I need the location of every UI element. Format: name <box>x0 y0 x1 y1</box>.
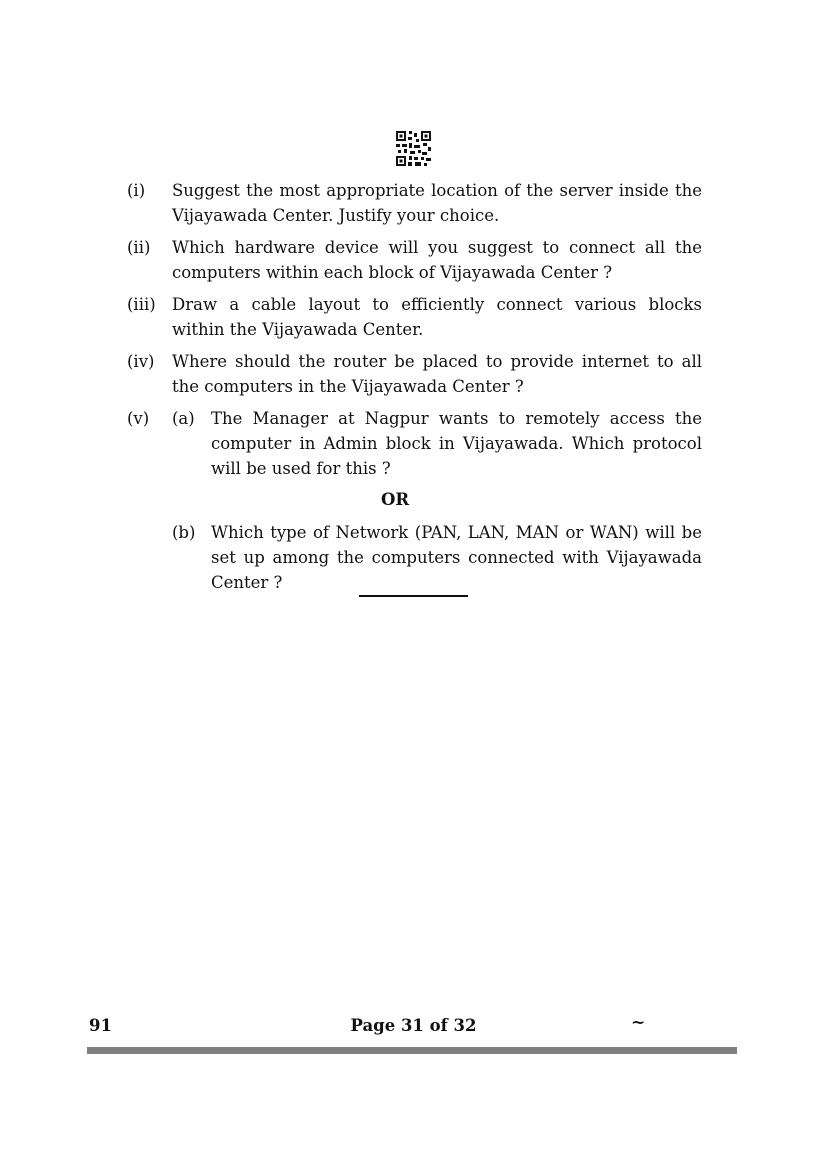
question-text: Draw a cable layout to efficiently connect various blocks within the Vijayawada Center. <box>172 295 702 339</box>
question-number: (i) <box>127 181 146 200</box>
sub-question-text: Which type of Network (PAN, LAN, MAN or WAN) will be set up among the computers connected with Vijayawada Center ? <box>211 523 702 592</box>
question-text: Which hardware device will you suggest to connect all the computers within each block of Vijayawada Center ? <box>172 238 702 282</box>
question-number: (iv) <box>127 352 155 371</box>
sub-question-label: (b) <box>172 523 196 542</box>
paper-code: 91 <box>89 1016 112 1035</box>
end-divider <box>359 595 468 597</box>
question-text: Suggest the most appropriate location of the server inside the Vijayawada Center. Justify your choice. <box>172 181 702 225</box>
question-number: (ii) <box>127 238 151 257</box>
footer-mark: ~ <box>631 1013 646 1033</box>
question-number: (v) <box>127 409 150 428</box>
question-number: (iii) <box>127 295 156 314</box>
sub-question-text: The Manager at Nagpur wants to remotely access the computer in Admin block in Vijayawada. Which protocol will be used for this ? <box>211 409 702 478</box>
footer-bar <box>87 1047 737 1054</box>
sub-question-label: (a) <box>172 409 195 428</box>
question-text: Where should the router be placed to provide internet to all the computers in the Vijayawada Center ? <box>172 352 702 396</box>
qr-code-icon <box>396 131 431 166</box>
page-number: Page 31 of 32 <box>350 1016 477 1035</box>
or-separator: OR <box>380 490 410 509</box>
